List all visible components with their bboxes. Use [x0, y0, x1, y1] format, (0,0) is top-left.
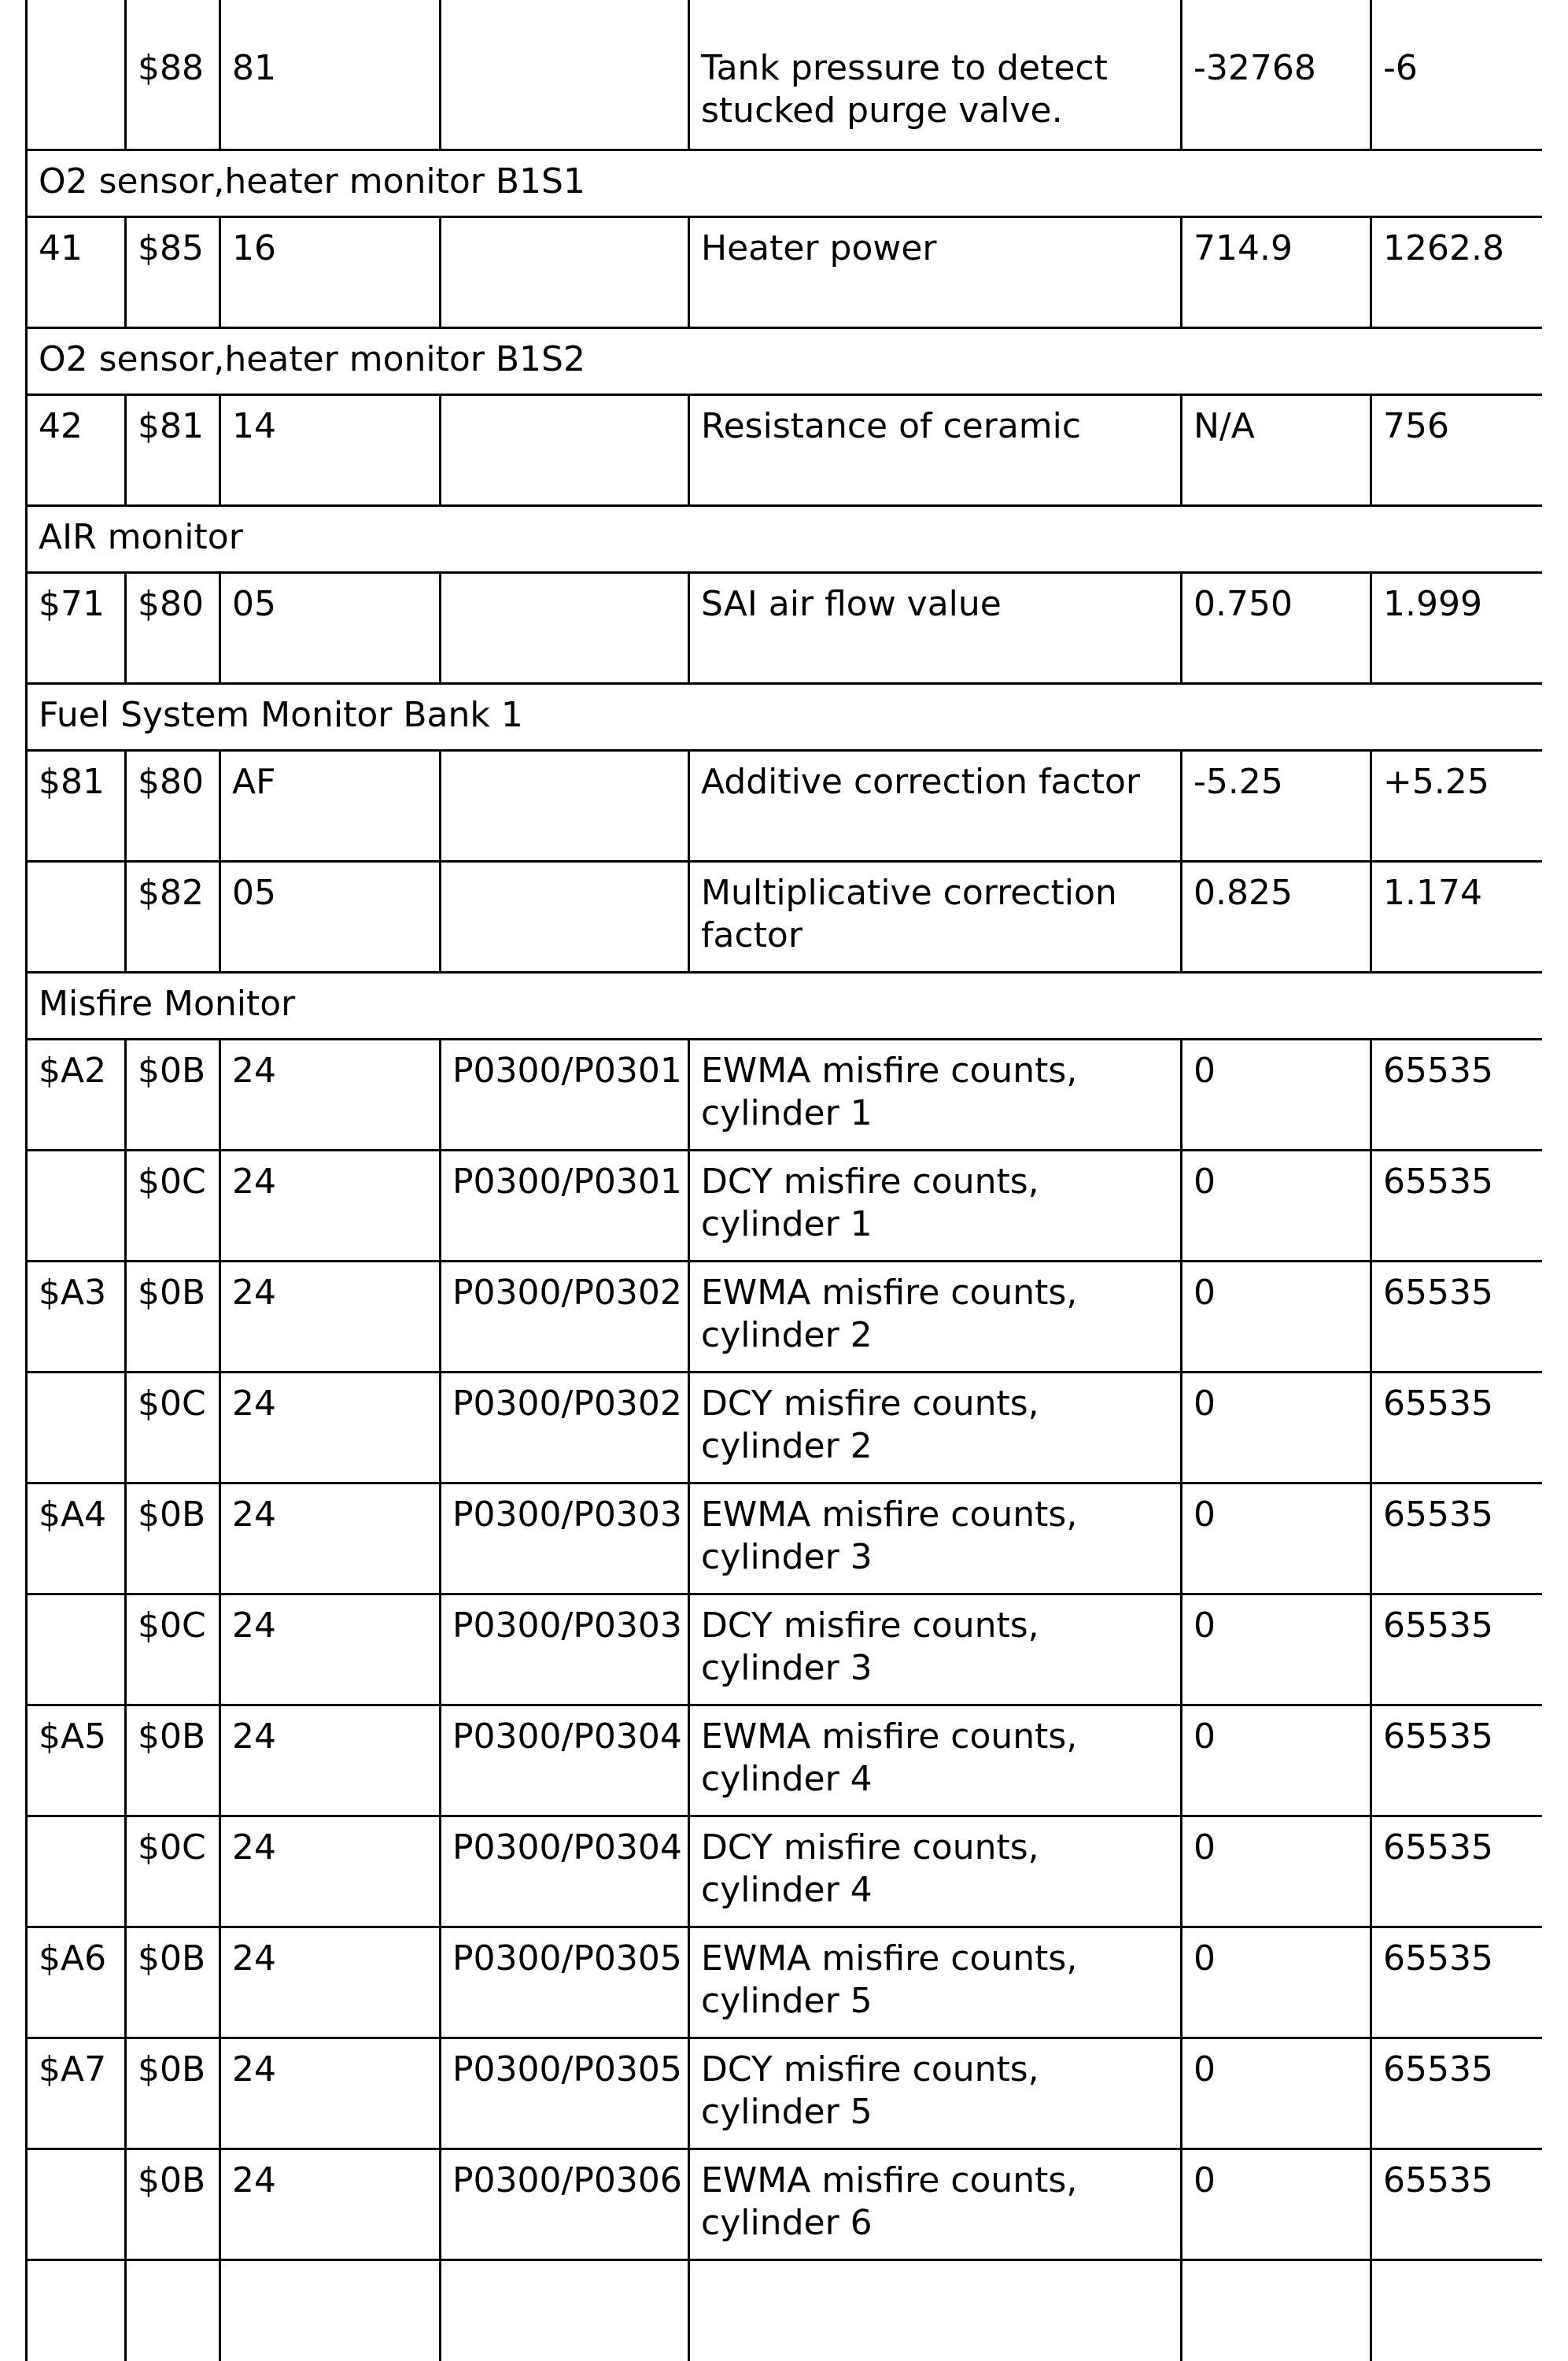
obdmid-cell: 41	[27, 216, 126, 327]
tid-cell: $0B	[126, 1705, 220, 1816]
tid-cell: $80	[126, 750, 220, 861]
dtc-cell: P0300/P0302	[441, 1261, 689, 1372]
max-limit-cell: 65535	[1371, 1261, 1543, 1372]
monitor-group-label: AIR monitor	[27, 505, 1543, 572]
unit-scaling-cell: 24	[220, 2149, 441, 2259]
test-description-cell: DCY misfire counts, cylinder 3	[689, 1594, 1182, 1705]
obdmid-cell: $A7	[27, 2038, 126, 2149]
tid-cell: $0C	[126, 1816, 220, 1927]
dtc-cell	[441, 394, 689, 505]
tid-cell: $0B	[126, 2038, 220, 2149]
test-description-cell: DCY misfire counts, cylinder 2	[689, 1372, 1182, 1483]
max-limit-cell: 1262.8	[1371, 216, 1543, 327]
table-row	[27, 2038, 1543, 2149]
monitor-group-label: O2 sensor,heater monitor B1S2	[27, 327, 1543, 394]
dtc-cell	[441, 861, 689, 972]
obdmid-cell	[27, 0, 126, 150]
tid-cell: $0B	[126, 1483, 220, 1594]
unit-scaling-cell: 24	[220, 1372, 441, 1483]
table-row	[27, 572, 1543, 683]
obdmid-cell	[27, 1150, 126, 1261]
monitor-group-label: Misfire Monitor	[27, 972, 1543, 1039]
dtc-cell	[441, 0, 689, 150]
table-row	[27, 1594, 1543, 1705]
monitor-group-row	[27, 505, 1543, 572]
table-row	[27, 1483, 1543, 1594]
monitor-group-row	[27, 150, 1543, 216]
max-limit-cell: 65535	[1371, 1039, 1543, 1150]
table-body	[27, 0, 1543, 2361]
table-row	[27, 1816, 1543, 1927]
table-row	[27, 2259, 1543, 2361]
obdmid-cell: $81	[27, 750, 126, 861]
min-limit-cell: 714.9	[1182, 216, 1371, 327]
test-description-cell: DCY misfire counts, cylinder 5	[689, 2038, 1182, 2149]
max-limit-cell: 65535	[1371, 1483, 1543, 1594]
max-limit-cell	[1371, 2259, 1543, 2361]
max-limit-cell: 65535	[1371, 1816, 1543, 1927]
test-description-cell: EWMA misfire counts, cylinder 6	[689, 2149, 1182, 2259]
obdmid-cell	[27, 2149, 126, 2259]
unit-scaling-cell: 24	[220, 1483, 441, 1594]
unit-scaling-cell	[220, 2259, 441, 2361]
tid-cell: $80	[126, 572, 220, 683]
unit-scaling-cell: 24	[220, 1039, 441, 1150]
max-limit-cell: 1.999	[1371, 572, 1543, 683]
tid-cell: $88	[126, 0, 220, 150]
test-description-cell: Tank pressure to detect stucked purge valve.	[689, 0, 1182, 150]
max-limit-cell: 65535	[1371, 1927, 1543, 2038]
obdmid-cell	[27, 2259, 126, 2361]
max-limit-cell: 1.174	[1371, 861, 1543, 972]
obdmid-cell: $A4	[27, 1483, 126, 1594]
obdmid-cell	[27, 861, 126, 972]
test-description-cell: Additive correction factor	[689, 750, 1182, 861]
test-description-cell: DCY misfire counts, cylinder 1	[689, 1150, 1182, 1261]
table-row	[27, 1372, 1543, 1483]
tid-cell	[126, 2259, 220, 2361]
min-limit-cell: 0	[1182, 2149, 1371, 2259]
tid-cell: $0B	[126, 2149, 220, 2259]
max-limit-cell: 65535	[1371, 1150, 1543, 1261]
min-limit-cell: 0	[1182, 1261, 1371, 1372]
table-row	[27, 861, 1543, 972]
unit-scaling-cell: AF	[220, 750, 441, 861]
test-description-cell: EWMA misfire counts, cylinder 4	[689, 1705, 1182, 1816]
min-limit-cell: N/A	[1182, 394, 1371, 505]
unit-scaling-cell: 14	[220, 394, 441, 505]
obdmid-cell: $71	[27, 572, 126, 683]
max-limit-cell: 65535	[1371, 1705, 1543, 1816]
obdmid-cell	[27, 1594, 126, 1705]
obdmid-cell: $A3	[27, 1261, 126, 1372]
unit-scaling-cell: 16	[220, 216, 441, 327]
tid-cell: $0B	[126, 1261, 220, 1372]
obdmid-cell: 42	[27, 394, 126, 505]
max-limit-cell: 756	[1371, 394, 1543, 505]
unit-scaling-cell: 81	[220, 0, 441, 150]
tid-cell: $0B	[126, 1927, 220, 2038]
unit-scaling-cell: 24	[220, 1261, 441, 1372]
max-limit-cell: -6	[1371, 0, 1543, 150]
monitor-group-row	[27, 972, 1543, 1039]
min-limit-cell: -5.25	[1182, 750, 1371, 861]
min-limit-cell: 0	[1182, 1927, 1371, 2038]
min-limit-cell: 0	[1182, 1816, 1371, 1927]
max-limit-cell: 65535	[1371, 1594, 1543, 1705]
unit-scaling-cell: 24	[220, 1816, 441, 1927]
document-page	[25, 0, 1542, 2361]
max-limit-cell: 65535	[1371, 1372, 1543, 1483]
min-limit-cell: 0	[1182, 1150, 1371, 1261]
dtc-cell: P0300/P0304	[441, 1816, 689, 1927]
test-description-cell	[689, 2259, 1182, 2361]
unit-scaling-cell: 24	[220, 1150, 441, 1261]
min-limit-cell: 0	[1182, 2038, 1371, 2149]
obdmid-cell: $A5	[27, 1705, 126, 1816]
test-description-cell: EWMA misfire counts, cylinder 5	[689, 1927, 1182, 2038]
tid-cell: $0C	[126, 1594, 220, 1705]
table-row	[27, 1705, 1543, 1816]
max-limit-cell: 65535	[1371, 2149, 1543, 2259]
dtc-cell	[441, 750, 689, 861]
unit-scaling-cell: 24	[220, 2038, 441, 2149]
obdmid-cell	[27, 1372, 126, 1483]
dtc-cell	[441, 2259, 689, 2361]
test-description-cell: Heater power	[689, 216, 1182, 327]
table-row	[27, 1150, 1543, 1261]
table-row	[27, 2149, 1543, 2259]
dtc-cell: P0300/P0305	[441, 1927, 689, 2038]
tid-cell: $0C	[126, 1150, 220, 1261]
tid-cell: $81	[126, 394, 220, 505]
min-limit-cell: 0	[1182, 1483, 1371, 1594]
max-limit-cell: +5.25	[1371, 750, 1543, 861]
tid-cell: $0C	[126, 1372, 220, 1483]
table-row	[27, 1927, 1543, 2038]
unit-scaling-cell: 05	[220, 861, 441, 972]
unit-scaling-cell: 24	[220, 1594, 441, 1705]
dtc-cell: P0300/P0303	[441, 1594, 689, 1705]
table-row	[27, 394, 1543, 505]
dtc-cell: P0300/P0301	[441, 1150, 689, 1261]
min-limit-cell: -32768	[1182, 0, 1371, 150]
dtc-cell	[441, 216, 689, 327]
monitor-group-label: O2 sensor,heater monitor B1S1	[27, 150, 1543, 216]
dtc-cell: P0300/P0304	[441, 1705, 689, 1816]
monitor-test-table	[25, 0, 1542, 2361]
unit-scaling-cell: 24	[220, 1927, 441, 2038]
table-row	[27, 750, 1543, 861]
test-description-cell: SAI air flow value	[689, 572, 1182, 683]
monitor-group-label: Fuel System Monitor Bank 1	[27, 683, 1543, 750]
min-limit-cell: 0.825	[1182, 861, 1371, 972]
tid-cell: $82	[126, 861, 220, 972]
test-description-cell: Multiplicative correction factor	[689, 861, 1182, 972]
table-row	[27, 216, 1543, 327]
dtc-cell: P0300/P0306	[441, 2149, 689, 2259]
test-description-cell: DCY misfire counts, cylinder 4	[689, 1816, 1182, 1927]
table-row	[27, 1261, 1543, 1372]
dtc-cell: P0300/P0303	[441, 1483, 689, 1594]
unit-scaling-cell: 24	[220, 1705, 441, 1816]
obdmid-cell: $A6	[27, 1927, 126, 2038]
dtc-cell: P0300/P0301	[441, 1039, 689, 1150]
dtc-cell: P0300/P0305	[441, 2038, 689, 2149]
max-limit-cell: 65535	[1371, 2038, 1543, 2149]
dtc-cell	[441, 572, 689, 683]
obdmid-cell: $A2	[27, 1039, 126, 1150]
test-description-cell: Resistance of ceramic	[689, 394, 1182, 505]
min-limit-cell: 0	[1182, 1372, 1371, 1483]
monitor-group-row	[27, 683, 1543, 750]
min-limit-cell: 0	[1182, 1594, 1371, 1705]
min-limit-cell	[1182, 2259, 1371, 2361]
min-limit-cell: 0	[1182, 1705, 1371, 1816]
tid-cell: $85	[126, 216, 220, 327]
obdmid-cell	[27, 1816, 126, 1927]
min-limit-cell: 0.750	[1182, 572, 1371, 683]
dtc-cell: P0300/P0302	[441, 1372, 689, 1483]
min-limit-cell: 0	[1182, 1039, 1371, 1150]
test-description-cell: EWMA misfire counts, cylinder 1	[689, 1039, 1182, 1150]
test-description-cell: EWMA misfire counts, cylinder 2	[689, 1261, 1182, 1372]
tid-cell: $0B	[126, 1039, 220, 1150]
test-description-cell: EWMA misfire counts, cylinder 3	[689, 1483, 1182, 1594]
monitor-group-row	[27, 327, 1543, 394]
unit-scaling-cell: 05	[220, 572, 441, 683]
table-row	[27, 1039, 1543, 1150]
table-row	[27, 0, 1543, 150]
